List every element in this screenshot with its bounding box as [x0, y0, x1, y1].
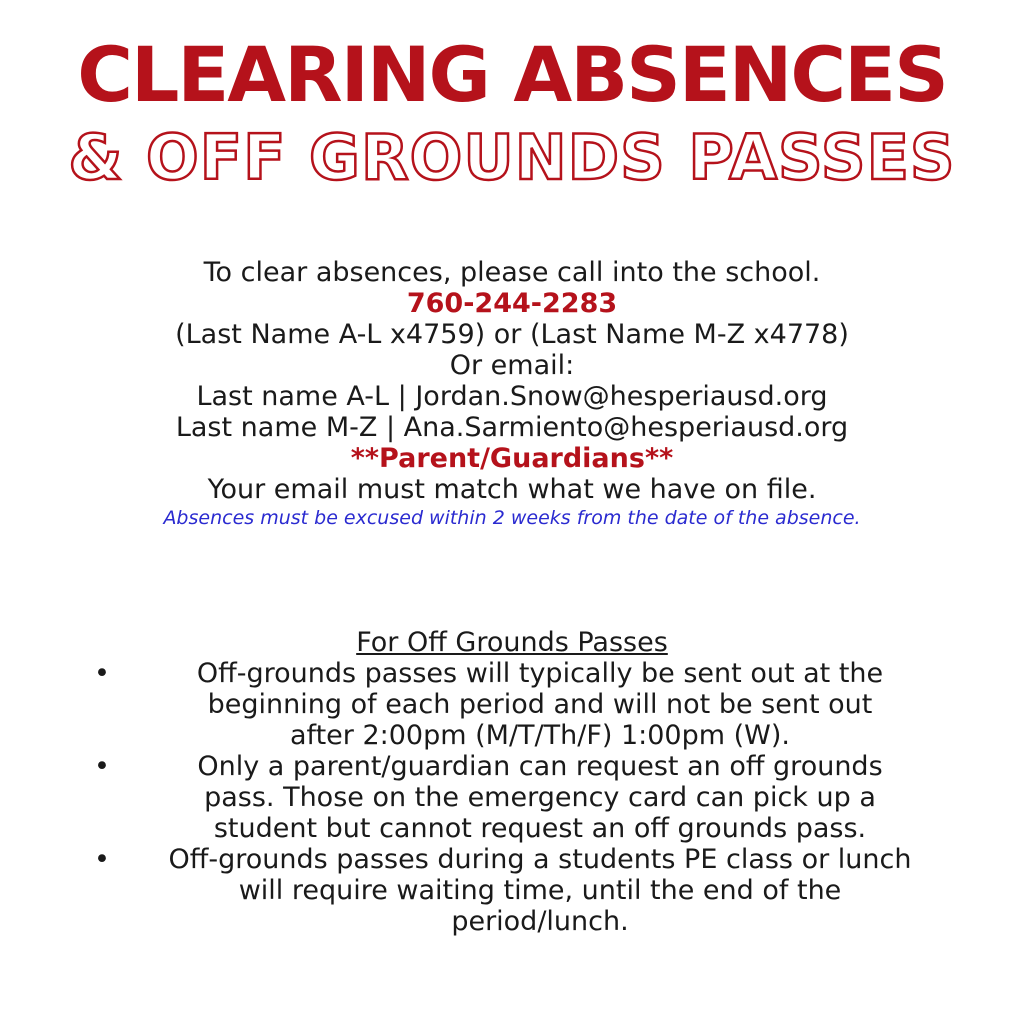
parent-guardians-heading: **Parent/Guardians** [350, 443, 674, 474]
list-item-line: beginning of each period and will not be sent out [207, 689, 873, 720]
list-item-line: will require waiting time, until the end of the [238, 875, 842, 906]
school-phone[interactable]: 760-244-2283 [406, 288, 618, 319]
list-item-line: after 2:00pm (M/T/Th/F) 1:00pm (W). [290, 720, 790, 751]
or-email-label: Or email: [449, 350, 575, 381]
absences-intro: To clear absences, please call into the school. [203, 257, 821, 288]
phone-extensions: (Last Name A-L x4759) or (Last Name M-Z x4778) [175, 319, 849, 350]
list-item-line: Only a parent/guardian can request an off grounds [197, 751, 883, 782]
email-a-l[interactable]: Last name A-L | Jordan.Snow@hesperiausd.org [196, 381, 828, 412]
email-match-notice: Your email must match what we have on file. [207, 474, 817, 505]
list-item-text [120, 751, 960, 844]
absences-section [0, 257, 1024, 531]
bullet-icon: • [94, 658, 110, 689]
email-m-z[interactable]: Last name M-Z | Ana.Sarmiento@hesperiausd.org [175, 412, 849, 443]
list-item [0, 844, 1024, 937]
list-item-line: student but cannot request an off grounds pass. [213, 813, 867, 844]
list-item-line: Off-grounds passes will typically be sent out at the [196, 658, 884, 689]
list-item-line: Off-grounds passes during a students PE class or lunch [168, 844, 912, 875]
page-subtitle: & OFF GROUNDS PASSES [68, 121, 956, 194]
list-item-line: period/lunch. [451, 906, 629, 937]
list-item-line: pass. Those on the emergency card can pick up a [204, 782, 876, 813]
list-item-text [120, 658, 960, 751]
list-item [0, 658, 1024, 751]
deadline-note: Absences must be excused within 2 weeks from the date of the absence. [163, 507, 861, 529]
list-item-text [120, 844, 960, 937]
off-grounds-list [0, 658, 1024, 937]
off-grounds-section [0, 627, 1024, 937]
bullet-icon: • [94, 751, 110, 782]
list-item [0, 751, 1024, 844]
off-grounds-title: For Off Grounds Passes [356, 627, 668, 658]
page-title: CLEARING ABSENCES [77, 30, 947, 119]
bullet-icon: • [94, 844, 110, 875]
